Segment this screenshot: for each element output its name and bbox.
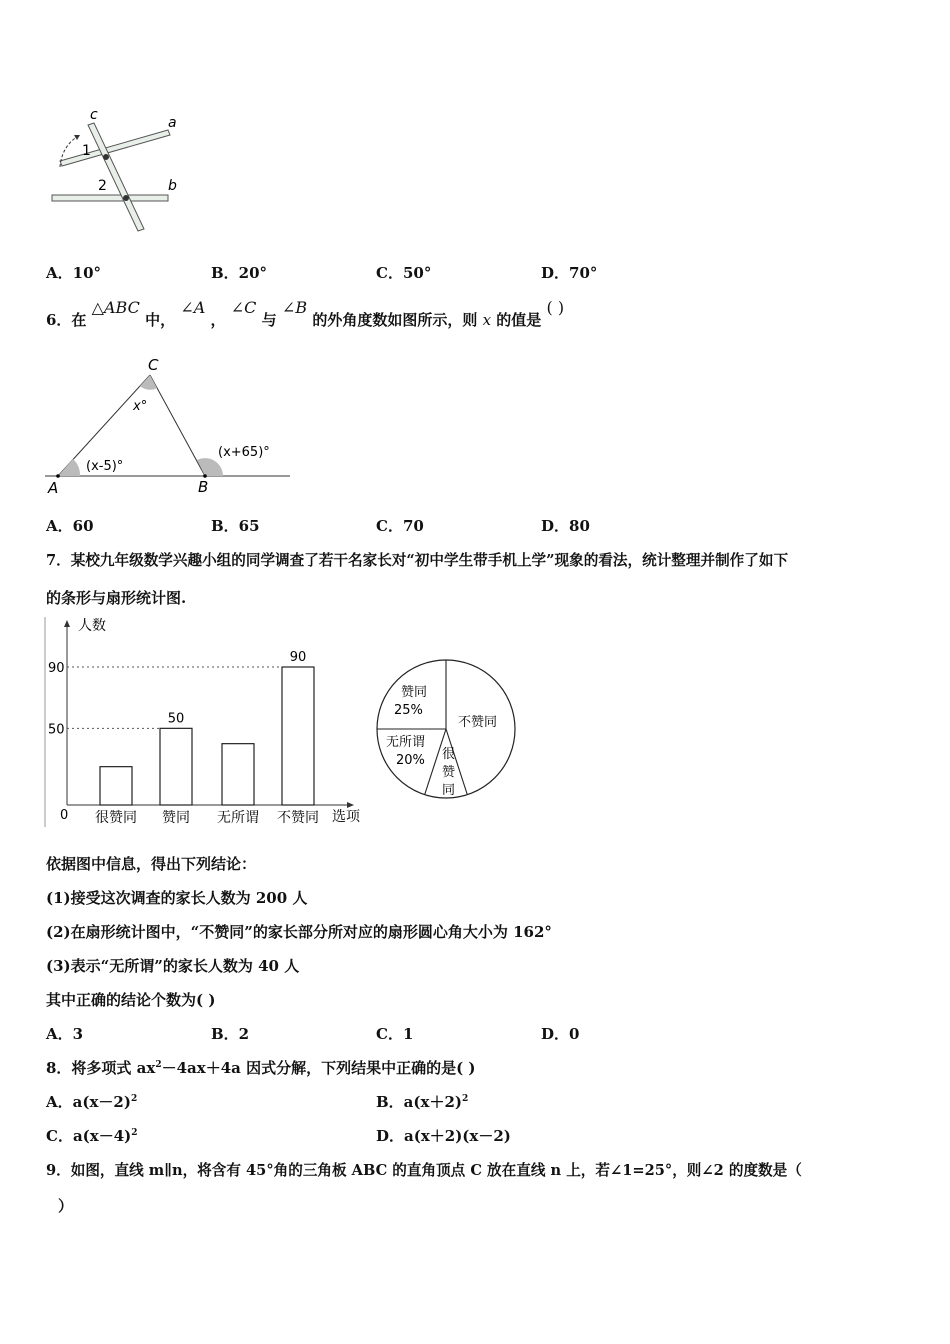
q5-option-b[interactable]: B．20° — [211, 264, 268, 282]
pie-pct-zantong: 25% — [394, 703, 423, 718]
y-tick-label: 90 — [48, 661, 65, 676]
q8-option-c[interactable]: C．$a(x-4)^2$ — [46, 1127, 138, 1145]
x-tick-label: 赞同 — [162, 810, 190, 826]
q7-stem-line2: 的条形与扇形统计图. — [46, 589, 187, 607]
label-b-ext: (x+65)° — [218, 445, 270, 460]
q7-question: 其中正确的结论个数为( ) — [46, 991, 216, 1009]
bar-data-label: 90 — [289, 650, 307, 665]
q9-stem-line1: 9．如图，直线 m∥n，将含有 45°角的三角板 ABC 的直角顶点 C 放在直线 n 上，若∠1=25°，则∠2 的度数是（ — [46, 1162, 802, 1179]
q6-stem: 6．在 △ABC 中， ∠A ， ∠C 与 ∠B 的外角度数如图所示，则 x 的值是 ( ) — [46, 298, 565, 329]
x-axis-label: 选项 — [332, 809, 360, 825]
label-A: A — [48, 479, 59, 497]
pie-label-henzantong: 很 赞 同 — [442, 747, 456, 798]
origin-label: 0 — [60, 808, 69, 823]
pie-label-zantong: 赞同 — [401, 685, 428, 700]
pie-label-wusuowei: 无所谓 — [386, 735, 426, 750]
q7-conclusion-2: (2)在扇形统计图中，“不赞同”的家长部分所对应的扇形圆心角大小为 162° — [46, 923, 552, 941]
q7-option-c[interactable]: C．1 — [376, 1025, 414, 1043]
q5-option-c[interactable]: C．50° — [376, 264, 432, 282]
q6-option-b[interactable]: B．65 — [211, 517, 260, 535]
x-tick-label: 很赞同 — [95, 810, 137, 826]
bar-data-label: 50 — [167, 711, 185, 727]
q6-option-a[interactable]: A．60 — [46, 517, 94, 535]
q6-option-c[interactable]: C．70 — [376, 517, 424, 535]
label-B: B — [198, 478, 209, 496]
bar-赞同 — [160, 728, 192, 805]
bar-很赞同 — [100, 767, 132, 805]
y-axis-label: 人数 — [78, 618, 106, 634]
bar-无所谓 — [222, 744, 254, 805]
y-tick-label: 50 — [48, 722, 65, 738]
label-c: c — [90, 107, 98, 123]
label-C: C — [148, 356, 159, 374]
label-b: b — [168, 178, 177, 194]
q5-parallel-lines-figure — [40, 105, 190, 240]
q7-option-d[interactable]: D．0 — [541, 1025, 580, 1043]
bar-chart — [40, 612, 380, 832]
x-tick-label: 不赞同 — [277, 810, 319, 826]
line-b — [52, 195, 168, 201]
q7-conclusion-intro: 依据图中信息，得出下列结论： — [46, 855, 257, 873]
pie-label-buzantong: 不赞同 — [458, 715, 498, 730]
label-2: 2 — [98, 178, 107, 194]
q7-conclusion-3: (3)表示“无所谓”的家长人数为 40 人 — [46, 957, 300, 975]
pie-pct-wusuowei: 20% — [396, 753, 425, 768]
label-a: a — [168, 115, 177, 131]
q5-option-d[interactable]: D．70° — [541, 264, 598, 282]
q8-stem: 8．将多项式 $ax^2-4ax+4a$ 因式分解，下列结果中正确的是( ) — [46, 1059, 476, 1077]
q6-option-d[interactable]: D．80 — [541, 517, 590, 535]
q8-option-a[interactable]: A．$a(x-2)^2$ — [46, 1093, 138, 1111]
q7-conclusion-1: (1)接受这次调查的家长人数为 200 人 — [46, 889, 308, 907]
q8-option-b[interactable]: B．$a(x+2)^2$ — [376, 1093, 469, 1111]
q5-option-a[interactable]: A．10° — [46, 264, 102, 282]
q7-option-b[interactable]: B．2 — [211, 1025, 250, 1043]
q8-option-d[interactable]: D．a(x＋2)(x－2) — [376, 1127, 511, 1145]
q6-triangle-figure — [40, 355, 300, 500]
q7-option-a[interactable]: A．3 — [46, 1025, 84, 1043]
x-tick-label: 无所谓 — [217, 810, 259, 826]
label-x: x° — [133, 399, 148, 414]
label-a-ext: (x-5)° — [86, 459, 124, 474]
bar-不赞同 — [282, 667, 314, 805]
pie-chart — [372, 654, 522, 804]
q9-stem-line2: ） — [58, 1197, 74, 1215]
q7-stem-line1: 7．某校九年级数学兴趣小组的同学调查了若干名家长对“初中学生带手机上学”现象的看法，统计整理并制作了如下 — [46, 552, 789, 569]
label-1: 1 — [82, 143, 91, 159]
